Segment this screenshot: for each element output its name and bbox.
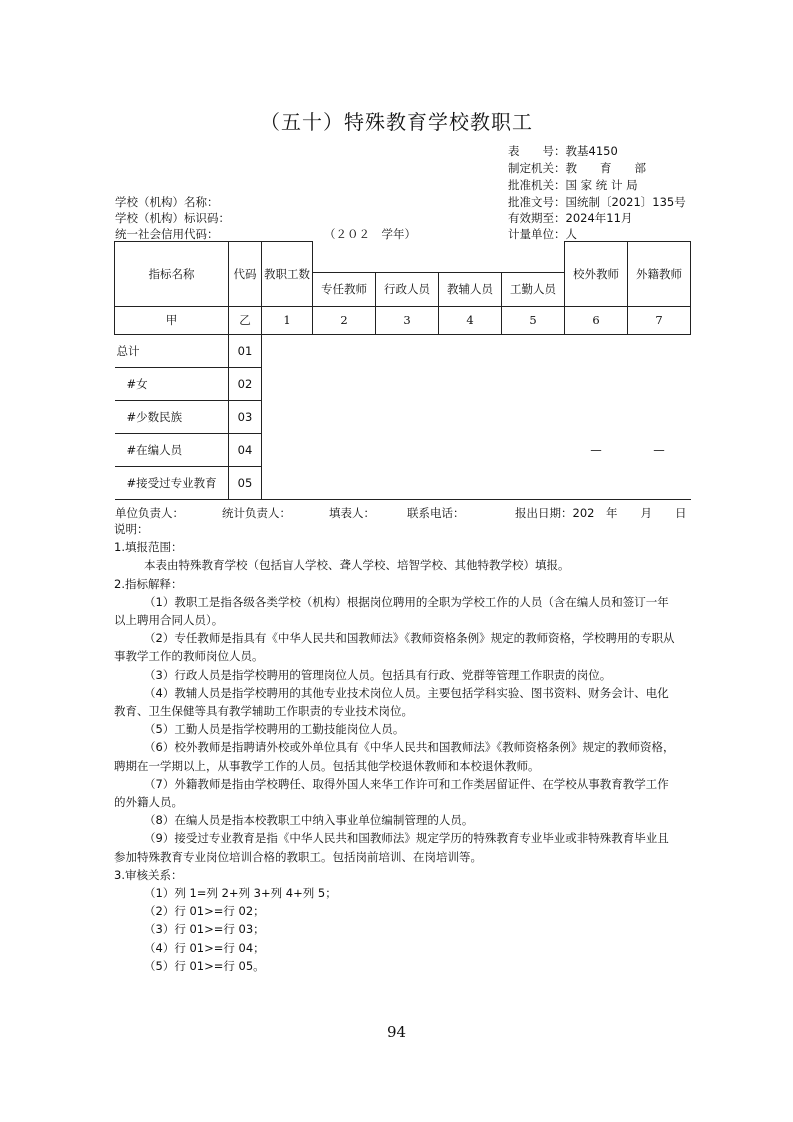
note-line: 说明：	[114, 522, 149, 536]
note-line: 以上聘用合同人员）。	[114, 613, 224, 628]
note-line: （1）教职工是指各级各类学校（机构）根据岗位聘用的全职为学校工作的人员（含在编人员和签订一年	[144, 594, 669, 609]
row-code: 04	[229, 433, 262, 466]
data-cell[interactable]	[628, 334, 691, 367]
note-line: 2.指标解释：	[114, 576, 183, 591]
note-line: （7）外籍教师是指由学校聘任、取得外国人来华工作许可和工作类居留证件、在学校从事教育教学工作	[144, 776, 669, 791]
col-num: 3	[376, 306, 439, 334]
phone-label: 联系电话：	[407, 506, 465, 520]
data-cell[interactable]	[262, 367, 313, 400]
header-auxiliary-staff: 教辅人员	[439, 272, 502, 306]
row-code: 02	[229, 367, 262, 400]
report-date-label: 报出日期：202 年 月 日	[515, 506, 687, 520]
note-line: （5）行 01>=行 05。	[144, 958, 265, 973]
note-line: （4）教辅人员是指学校聘用的其他专业技术岗位人员。主要包括学科实验、图书资料、财务会计、电化	[144, 685, 669, 700]
data-cell[interactable]	[565, 334, 628, 367]
row-code: 03	[229, 400, 262, 433]
header-code: 代码	[229, 242, 262, 307]
page-number: 94	[386, 1023, 407, 1041]
data-cell[interactable]	[565, 466, 628, 499]
data-cell[interactable]	[628, 466, 691, 499]
data-cell[interactable]	[313, 466, 376, 499]
note-line: 的外籍人员。	[114, 795, 183, 810]
data-cell[interactable]	[313, 400, 376, 433]
row-label-minority: #少数民族	[115, 400, 229, 433]
approval-number: 批准文号：国统制〔2021〕135号	[508, 195, 686, 209]
data-cell[interactable]	[628, 367, 691, 400]
data-cell[interactable]	[376, 334, 439, 367]
header-gap	[439, 242, 502, 273]
row-label-special-ed: #接受过专业教育	[115, 466, 229, 499]
row-code: 01	[229, 334, 262, 367]
data-cell[interactable]	[313, 433, 376, 466]
header-workers: 工勤人员	[502, 272, 565, 306]
note-line: （3）行 01>=行 03；	[144, 922, 265, 937]
note-line: 聘期在一学期以上，从事教学工作的人员。包括其他学校退休教师和本校退休教师。	[114, 758, 540, 773]
data-cell[interactable]	[502, 466, 565, 499]
data-cell[interactable]	[376, 466, 439, 499]
filler-label: 填表人：	[329, 506, 375, 520]
data-cell[interactable]	[565, 400, 628, 433]
stat-head-label: 统计负责人：	[222, 506, 291, 520]
credit-code-label: 统一社会信用代码：	[115, 227, 219, 241]
note-line: （9）接受过专业教育是指《中华人民共和国教师法》规定学历的特殊教育专业毕业或非特殊教育毕业且	[144, 831, 669, 846]
data-cell[interactable]	[439, 334, 502, 367]
header-admin-staff: 行政人员	[376, 272, 439, 306]
data-cell[interactable]	[376, 400, 439, 433]
data-cell[interactable]	[313, 367, 376, 400]
note-line: 教育、卫生保健等具有教学辅助工作职责的专业技术岗位。	[114, 704, 413, 719]
page-title: （五十）特殊教育学校教职工	[260, 110, 533, 134]
col-num: 1	[262, 306, 313, 334]
data-cell[interactable]	[565, 367, 628, 400]
data-cell[interactable]	[262, 466, 313, 499]
note-line: （4）行 01>=行 04；	[144, 940, 265, 955]
note-line: （1）列 1=列 2+列 3+列 4+列 5；	[144, 886, 337, 901]
data-cell[interactable]	[502, 367, 565, 400]
header-gap	[376, 242, 439, 273]
note-line: （2）行 01>=行 02；	[144, 904, 265, 919]
valid-until: 有效期至：2024年11月	[508, 211, 633, 225]
data-cell[interactable]	[262, 433, 313, 466]
note-line: （5）工勤人员是指学校聘用的工勤技能岗位人员。	[144, 722, 405, 737]
col-num: 6	[565, 306, 628, 334]
note-line: （3）行政人员是指学校聘用的管理岗位人员。包括具有行政、党群等管理工作职责的岗位。	[144, 667, 612, 682]
note-line: （2）专任教师是指具有《中华人民共和国教师法》《教师资格条例》规定的教师资格，学校聘用的专职从	[144, 631, 675, 646]
data-cell[interactable]	[439, 367, 502, 400]
maker-authority: 制定机关：教 育 部	[508, 161, 646, 175]
school-name-label: 学校（机构）名称：	[115, 195, 219, 209]
data-cell[interactable]	[376, 367, 439, 400]
school-year: （２０２ 学年）	[324, 227, 416, 241]
data-cell[interactable]	[439, 466, 502, 499]
notes-section	[114, 520, 696, 975]
row-label-staffed: #在编人员	[115, 433, 229, 466]
data-cell[interactable]	[502, 433, 565, 466]
school-id-label: 学校（机构）标识码：	[115, 211, 230, 225]
col-num: 2	[313, 306, 376, 334]
note-line: （6）校外教师是指聘请外校或外单位具有《中华人民共和国教师法》《教师资格条例》规定的教师资格，	[144, 740, 675, 755]
note-line: 3.审核关系：	[114, 867, 183, 882]
data-cell[interactable]	[502, 334, 565, 367]
data-cell[interactable]	[262, 334, 313, 367]
data-cell[interactable]	[439, 400, 502, 433]
dash-cell: —	[590, 442, 602, 457]
col-num: 5	[502, 306, 565, 334]
approving-authority: 批准机关：国 家 统 计 局	[508, 178, 638, 192]
col-num: 4	[439, 306, 502, 334]
staff-table	[114, 241, 691, 500]
data-cell[interactable]	[439, 433, 502, 466]
data-cell[interactable]	[262, 400, 313, 433]
header-staff-count: 教职工数	[262, 242, 313, 307]
data-cell[interactable]	[376, 433, 439, 466]
data-cell[interactable]	[313, 334, 376, 367]
col-num: 乙	[229, 306, 262, 334]
note-line: 1.填报范围：	[114, 540, 183, 555]
data-cell[interactable]	[628, 400, 691, 433]
measure-unit: 计量单位：人	[508, 227, 577, 241]
note-line: 事教学工作的教师岗位人员。	[114, 649, 264, 664]
header-gap	[313, 242, 376, 273]
note-line: 参加特殊教育专业岗位培训合格的教职工。包括岗前培训、在岗培训等。	[114, 849, 482, 864]
dash-cell: —	[653, 442, 665, 457]
form-number: 表 号：教基4150	[508, 144, 618, 158]
header-gap	[502, 242, 565, 273]
header-external-teachers: 校外教师	[565, 242, 628, 307]
data-cell[interactable]	[502, 400, 565, 433]
row-code: 05	[229, 466, 262, 499]
col-num: 甲	[115, 306, 229, 334]
header-full-time-teachers: 专任教师	[313, 272, 376, 306]
header-foreign-teachers: 外籍教师	[628, 242, 691, 307]
note-line: 本表由特殊教育学校（包括盲人学校、聋人学校、培智学校、其他特教学校）填报。	[144, 558, 570, 573]
unit-head-label: 单位负责人：	[115, 506, 184, 520]
row-label-female: #女	[115, 367, 229, 400]
col-num: 7	[628, 306, 691, 334]
note-line: （8）在编人员是指本校教职工中纳入事业单位编制管理的人员。	[144, 813, 474, 828]
header-indicator-name: 指标名称	[115, 242, 229, 307]
row-label-total: 总计	[115, 334, 229, 367]
